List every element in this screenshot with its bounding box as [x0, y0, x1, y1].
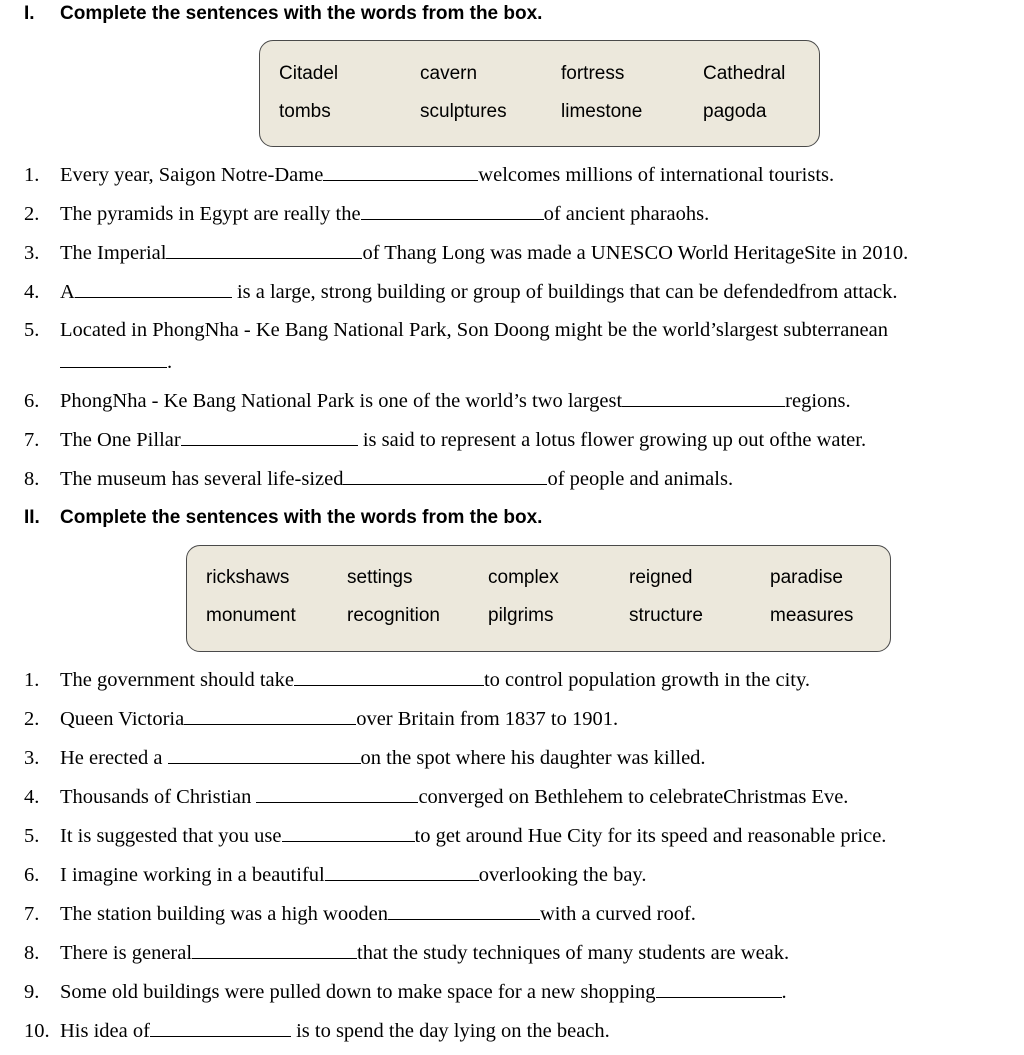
question-1-7: 7. The One Pillar is said to represent a lotus flower growing up out ofthe water. — [24, 429, 867, 451]
word-box-item: sculptures — [420, 101, 507, 122]
answer-blank[interactable] — [192, 940, 357, 959]
answer-blank[interactable] — [622, 388, 785, 407]
word-box-2 — [186, 545, 891, 652]
section-2-heading — [24, 507, 542, 529]
word-box-item: cavern — [420, 63, 478, 84]
question-1-6: 6. PhongNha - Ke Bang National Park is one of the world’s two largest regions. — [24, 390, 851, 412]
answer-blank[interactable] — [184, 706, 356, 725]
answer-blank[interactable] — [294, 667, 484, 686]
answer-blank[interactable] — [323, 162, 478, 181]
word-box-item: structure — [629, 605, 703, 626]
question-1-4: 4. A is a large, strong building or group of buildings that can be defendedfrom attack. — [24, 281, 898, 303]
answer-blank[interactable] — [150, 1018, 291, 1037]
answer-blank[interactable] — [256, 784, 418, 803]
question-1-5: 5. Located in PhongNha - Ke Bang National Park, Son Doong might be the world’slargest subterranean — [24, 319, 888, 341]
question-1-3: 3. The Imperial of Thang Long was made a UNESCO World HeritageSite in 2010. — [24, 242, 909, 264]
word-box-item: tombs — [279, 101, 331, 122]
question-2-4: 4. Thousands of Christian converged on Bethlehem to celebrateChristmas Eve. — [24, 786, 849, 808]
question-2-2: 2. Queen Victoria over Britain from 1837 to 1901. — [24, 708, 619, 730]
answer-blank[interactable] — [388, 901, 540, 920]
word-box-item: reigned — [629, 567, 693, 588]
word-box-item: rickshaws — [206, 567, 290, 588]
word-box-item: Cathedral — [703, 63, 786, 84]
question-2-9: 9. Some old buildings were pulled down to make space for a new shopping . — [24, 981, 787, 1003]
question-2-8: 8. There is general that the study techniques of many students are weak. — [24, 942, 790, 964]
word-box-item: pagoda — [703, 101, 767, 122]
word-box-item: fortress — [561, 63, 625, 84]
question-1-5-continuation: . — [24, 349, 172, 374]
word-box-item: settings — [347, 567, 413, 588]
answer-blank[interactable] — [343, 466, 547, 485]
word-box-item: pilgrims — [488, 605, 554, 626]
word-box-item: recognition — [347, 605, 440, 626]
word-box-item: measures — [770, 605, 854, 626]
section-1-heading — [24, 3, 542, 25]
question-2-6: 6. I imagine working in a beautiful overlooking the bay. — [24, 864, 647, 886]
word-box-item: limestone — [561, 101, 643, 122]
question-2-7: 7. The station building was a high wooden with a curved roof. — [24, 903, 696, 925]
answer-blank[interactable] — [282, 823, 415, 842]
question-1-8: 8. The museum has several life-sized of people and animals. — [24, 468, 734, 490]
question-2-3: 3. He erected a on the spot where his daughter was killed. — [24, 747, 706, 769]
word-box-item: paradise — [770, 567, 843, 588]
answer-blank[interactable] — [656, 979, 782, 998]
answer-blank[interactable] — [166, 240, 362, 259]
answer-blank[interactable] — [361, 201, 544, 220]
question-1-2: 2. The pyramids in Egypt are really the of ancient pharaohs. — [24, 203, 710, 225]
section-number: II. — [24, 507, 40, 528]
question-2-10: 10. His idea of is to spend the day lying on the beach. — [24, 1020, 610, 1042]
question-2-1: 1. The government should take to control population growth in the city. — [24, 669, 811, 691]
answer-blank[interactable] — [325, 862, 479, 881]
answer-blank[interactable] — [75, 279, 232, 298]
answer-blank[interactable] — [60, 349, 167, 368]
answer-blank[interactable] — [168, 745, 361, 764]
word-box-1 — [259, 40, 820, 147]
word-box-item: Citadel — [279, 63, 339, 84]
answer-blank[interactable] — [181, 427, 358, 446]
section-title: Complete the sentences with the words from the box. — [60, 3, 543, 24]
section-number: I. — [24, 3, 35, 24]
section-title: Complete the sentences with the words from the box. — [60, 507, 543, 528]
word-box-item: monument — [206, 605, 296, 626]
question-2-5: 5. It is suggested that you use to get around Hue City for its speed and reasonable price. — [24, 825, 887, 847]
question-1-1: 1. Every year, Saigon Notre-Dame welcomes millions of international tourists. — [24, 164, 835, 186]
word-box-item: complex — [488, 567, 559, 588]
